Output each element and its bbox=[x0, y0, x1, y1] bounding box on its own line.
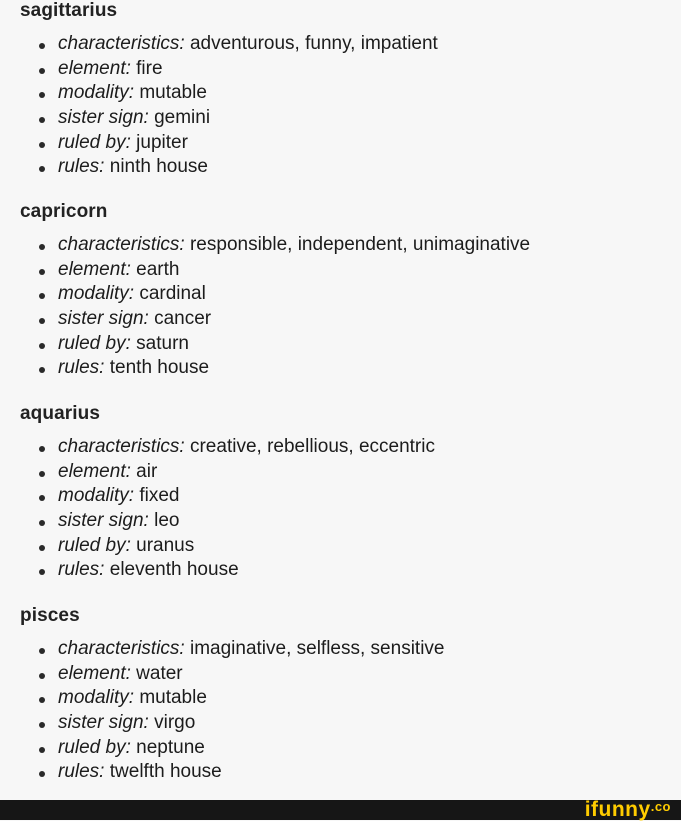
list-item bbox=[0, 558, 435, 583]
attribute-label: rules: bbox=[58, 559, 105, 581]
sign-title: pisces bbox=[20, 605, 80, 626]
attribute-label: ruled by: bbox=[58, 736, 131, 758]
attribute-label: ruled by: bbox=[58, 131, 131, 153]
list-item bbox=[0, 32, 438, 57]
attribute-label: modality: bbox=[58, 687, 135, 709]
attribute-value: water bbox=[136, 662, 183, 684]
list-item bbox=[0, 662, 444, 687]
list-item bbox=[0, 131, 438, 156]
attribute-label: sister sign: bbox=[58, 712, 149, 734]
attribute-list bbox=[0, 233, 530, 381]
sign-title: aquarius bbox=[20, 403, 100, 424]
attribute-label: modality: bbox=[58, 485, 135, 507]
list-item bbox=[0, 736, 444, 761]
list-item bbox=[0, 686, 444, 711]
attribute-value: air bbox=[136, 460, 158, 482]
attribute-value: jupiter bbox=[136, 131, 188, 153]
attribute-value: gemini bbox=[154, 107, 211, 129]
attribute-value: leo bbox=[154, 510, 180, 532]
list-item bbox=[0, 307, 530, 332]
list-item bbox=[0, 509, 435, 534]
list-item bbox=[0, 282, 530, 307]
attribute-list bbox=[0, 32, 438, 180]
attribute-label: element: bbox=[58, 460, 131, 482]
attribute-value: virgo bbox=[154, 712, 196, 734]
attribute-value: neptune bbox=[136, 736, 205, 758]
list-item bbox=[0, 155, 438, 180]
attribute-label: characteristics: bbox=[58, 33, 185, 54]
attribute-label: ruled by: bbox=[58, 332, 131, 354]
attribute-label: sister sign: bbox=[58, 308, 149, 330]
attribute-label: modality: bbox=[58, 82, 135, 104]
attribute-label: characteristics: bbox=[58, 234, 185, 255]
list-item bbox=[0, 106, 438, 131]
attribute-value: mutable bbox=[139, 82, 207, 104]
attribute-label: ruled by: bbox=[58, 534, 131, 556]
list-item bbox=[0, 356, 530, 381]
sign-title: capricorn bbox=[20, 201, 108, 222]
attribute-value: imaginative, selfless, sensitive bbox=[189, 638, 445, 659]
attribute-label: characteristics: bbox=[58, 436, 185, 457]
attribute-list bbox=[0, 435, 435, 583]
ifunny-logo bbox=[585, 800, 671, 820]
list-item bbox=[0, 233, 530, 258]
list-item bbox=[0, 258, 530, 283]
attribute-value: adventurous, funny, impatient bbox=[189, 33, 438, 54]
attribute-label: element: bbox=[58, 662, 131, 684]
list-item bbox=[0, 484, 435, 509]
attribute-value: earth bbox=[136, 258, 180, 280]
list-item bbox=[0, 760, 444, 785]
list-item bbox=[0, 637, 444, 662]
attribute-label: modality: bbox=[58, 283, 135, 305]
attribute-label: rules: bbox=[58, 156, 105, 178]
attribute-value: mutable bbox=[139, 687, 207, 709]
logo-text: ifunny bbox=[584, 798, 651, 821]
attribute-value: tenth house bbox=[109, 357, 210, 379]
list-item bbox=[0, 81, 438, 106]
attribute-value: ninth house bbox=[109, 156, 208, 178]
attribute-value: creative, rebellious, eccentric bbox=[189, 436, 435, 457]
attribute-value: cancer bbox=[154, 308, 212, 330]
watermark-bar bbox=[0, 800, 681, 820]
attribute-label: characteristics: bbox=[58, 638, 185, 659]
list-item bbox=[0, 711, 444, 736]
attribute-label: element: bbox=[58, 57, 131, 79]
logo-suffix: .co bbox=[650, 799, 671, 814]
attribute-value: uranus bbox=[136, 534, 195, 556]
attribute-list bbox=[0, 637, 444, 785]
list-item bbox=[0, 534, 435, 559]
attribute-label: rules: bbox=[58, 761, 105, 783]
list-item bbox=[0, 57, 438, 82]
attribute-value: fire bbox=[136, 57, 163, 79]
attribute-value: responsible, independent, unimaginative bbox=[189, 234, 531, 255]
attribute-label: element: bbox=[58, 258, 131, 280]
attribute-value: fixed bbox=[139, 485, 180, 507]
sign-title: sagittarius bbox=[20, 0, 118, 21]
attribute-label: sister sign: bbox=[58, 107, 149, 129]
attribute-label: rules: bbox=[58, 357, 105, 379]
attribute-label: sister sign: bbox=[58, 510, 149, 532]
list-item bbox=[0, 460, 435, 485]
list-item bbox=[0, 435, 435, 460]
attribute-value: eleventh house bbox=[109, 559, 239, 581]
attribute-value: twelfth house bbox=[109, 761, 222, 783]
list-item bbox=[0, 332, 530, 357]
attribute-value: saturn bbox=[136, 332, 189, 354]
attribute-value: cardinal bbox=[139, 283, 206, 305]
